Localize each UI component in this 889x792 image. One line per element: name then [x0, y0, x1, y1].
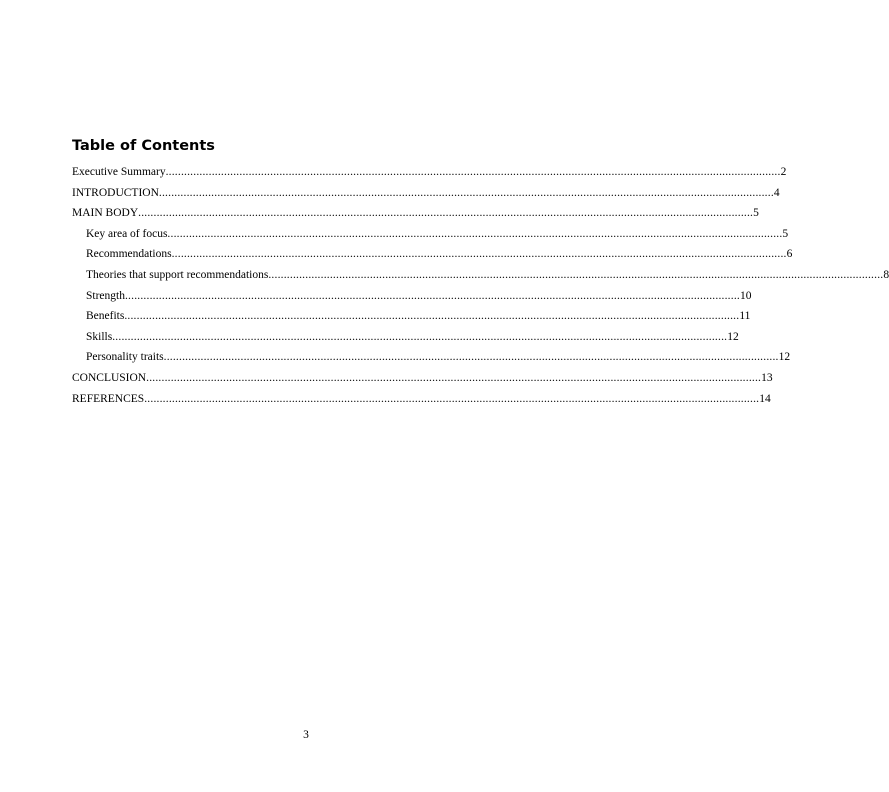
toc-entry-main-body[interactable]: [72, 203, 759, 224]
dot-leader: ........................................................................................................................................................................................................: [124, 310, 740, 323]
toc-entry-skills[interactable]: [86, 327, 739, 348]
dot-leader: ........................................................................................................................................................................................................: [138, 207, 754, 220]
toc-entry-recommendations[interactable]: [86, 244, 793, 265]
toc-entry-page: 6: [786, 248, 793, 261]
toc-entry-label: REFERENCES: [72, 392, 145, 405]
toc-entry-page: 12: [727, 330, 739, 343]
toc-entry-label: Key area of focus: [86, 227, 168, 240]
dot-leader: ........................................................................................................................................................................................................: [146, 371, 762, 384]
toc-entry-key-area-of-focus[interactable]: [86, 224, 789, 245]
toc-entry-label: Skills: [86, 330, 113, 343]
toc-entry-theories[interactable]: [86, 265, 889, 286]
toc-entry-page: 14: [759, 392, 771, 405]
toc-entry-label: CONCLUSION: [72, 371, 147, 384]
dot-leader: ........................................................................................................................................................................................................: [163, 351, 779, 364]
toc-entry-page: 10: [739, 289, 752, 302]
dot-leader: ........................................................................................................................................................................................................: [112, 330, 728, 343]
toc-entry-page: 5: [753, 207, 759, 220]
dot-leader: ........................................................................................................................................................................................................: [268, 268, 884, 281]
toc-entry-label: MAIN BODY: [72, 207, 139, 220]
dot-leader: ........................................................................................................................................................................................................: [165, 166, 781, 178]
toc-entry-label: Executive Summary: [72, 166, 166, 178]
toc-entry-label: Strength: [86, 289, 125, 302]
toc-title: Table of Contents: [72, 138, 215, 154]
toc-entry-page: 11: [739, 310, 751, 323]
dot-leader: ........................................................................................................................................................................................................: [171, 248, 787, 261]
toc-entry-label: Recommendations: [86, 248, 172, 261]
toc-entry-label: Benefits: [86, 310, 125, 323]
dot-leader: ........................................................................................................................................................................................................: [144, 392, 760, 405]
dot-leader: ........................................................................................................................................................................................................: [124, 289, 740, 302]
toc-entry-conclusion[interactable]: [72, 368, 773, 389]
toc-entry-references[interactable]: [72, 389, 771, 410]
toc-entry-page: 13: [761, 371, 773, 384]
dot-leader: ........................................................................................................................................................................................................: [167, 227, 783, 240]
toc-entry-page: 8: [883, 268, 889, 281]
toc-entry-label: Theories that support recommendations: [86, 268, 269, 281]
toc-entry-page: 12: [778, 351, 791, 364]
toc-entry-page: 4: [773, 186, 780, 199]
toc-entry-page: 5: [782, 227, 789, 240]
toc-entry-benefits[interactable]: [86, 306, 751, 327]
toc-list: [72, 162, 889, 409]
toc-entry-label: Personality traits: [86, 351, 164, 364]
toc-entry-introduction[interactable]: [72, 183, 780, 204]
page-number: 3: [303, 729, 309, 741]
toc-entry-page: 2: [780, 166, 787, 178]
toc-entry-personality-traits[interactable]: [86, 347, 791, 368]
toc-entry-label: INTRODUCTION: [72, 186, 159, 199]
dot-leader: ........................................................................................................................................................................................................: [158, 186, 774, 199]
toc-entry-strength[interactable]: [86, 286, 752, 307]
toc-entry-executive-summary[interactable]: [72, 162, 787, 183]
